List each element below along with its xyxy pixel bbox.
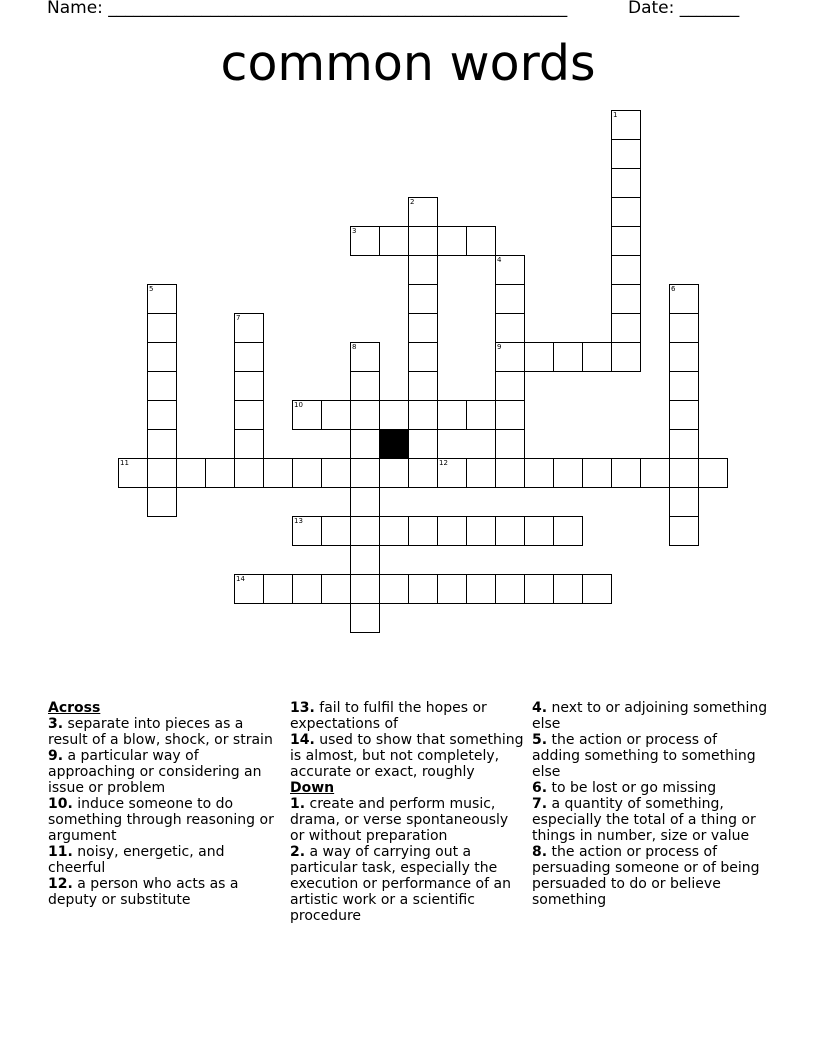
grid-cell[interactable] [611, 168, 641, 198]
grid-cell[interactable] [611, 255, 641, 285]
grid-cell[interactable] [321, 458, 351, 488]
grid-cell[interactable] [408, 400, 438, 430]
clue-item-text: a person who acts as a deputy or substitute [48, 876, 239, 908]
clue-number-3: 3 [352, 227, 357, 235]
clue-item-number: 4. [532, 700, 548, 716]
grid-cell[interactable] [408, 574, 438, 604]
grid-cell[interactable] [408, 313, 438, 343]
clue-item [532, 732, 768, 780]
clue-item-text: a way of carrying out a particular task, especially the execution or performance of an artistic work or a scientific procedure [290, 844, 511, 924]
grid-cell[interactable] [147, 313, 177, 343]
grid-cell[interactable] [176, 458, 206, 488]
black-cell [379, 429, 409, 459]
grid-cell[interactable] [408, 458, 438, 488]
clue-item-number: 14. [290, 732, 315, 748]
grid-cell[interactable] [350, 487, 380, 517]
grid-cell[interactable] [350, 603, 380, 633]
clue-item [48, 796, 284, 844]
clue-item-text: the action or process of persuading someone or of being persuaded to do or believe something [532, 844, 760, 908]
clue-number-10: 10 [294, 401, 303, 409]
grid-cell[interactable] [379, 516, 409, 546]
clue-number-4: 4 [497, 256, 502, 264]
clue-item-text: next to or adjoining something else [532, 700, 768, 732]
clue-item-number: 2. [290, 844, 306, 860]
date-field: Date: _______ [628, 0, 740, 18]
grid-cell[interactable] [524, 516, 554, 546]
grid-cell[interactable] [350, 574, 380, 604]
clue-item-number: 12. [48, 876, 73, 892]
grid-cell[interactable] [408, 429, 438, 459]
grid-cell[interactable] [495, 313, 525, 343]
grid-cell[interactable] [408, 284, 438, 314]
grid-cell[interactable] [147, 371, 177, 401]
clue-column-3 [532, 700, 768, 908]
clue-column-2 [290, 700, 526, 924]
grid-cell[interactable] [379, 226, 409, 256]
grid-cell[interactable] [611, 342, 641, 372]
clue-item-text: a quantity of something, especially the total of a thing or things in number, size or value [532, 796, 756, 844]
grid-cell[interactable] [524, 342, 554, 372]
grid-cell[interactable] [321, 574, 351, 604]
clue-item [48, 748, 284, 796]
clue-item-text: noisy, energetic, and cheerful [48, 844, 225, 876]
clue-item [290, 796, 526, 844]
clue-item-text: separate into pieces as a result of a blow, shock, or strain [48, 716, 273, 748]
down-heading: Down [290, 780, 335, 796]
grid-cell[interactable] [669, 342, 699, 372]
clue-item-number: 13. [290, 700, 315, 716]
grid-cell[interactable] [408, 342, 438, 372]
clue-item [290, 844, 526, 924]
grid-cell[interactable] [234, 371, 264, 401]
grid-cell[interactable] [147, 342, 177, 372]
grid-cell[interactable] [263, 574, 293, 604]
grid-cell[interactable] [524, 458, 554, 488]
grid-cell[interactable] [698, 458, 728, 488]
grid-cell[interactable] [350, 400, 380, 430]
grid-cell[interactable] [350, 516, 380, 546]
grid-cell[interactable] [669, 429, 699, 459]
grid-cell[interactable] [524, 574, 554, 604]
clue-item-text: create and perform music, drama, or verse spontaneously or without preparation [290, 796, 509, 844]
clue-item [290, 700, 526, 732]
clue-item-text: a particular way of approaching or considering an issue or problem [48, 748, 262, 796]
grid-cell[interactable] [147, 487, 177, 517]
grid-cell[interactable] [640, 458, 670, 488]
grid-cell[interactable] [495, 458, 525, 488]
grid-cell[interactable] [495, 429, 525, 459]
grid-cell[interactable] [147, 400, 177, 430]
grid-cell[interactable] [321, 400, 351, 430]
grid-cell[interactable] [669, 371, 699, 401]
grid-cell[interactable] [379, 574, 409, 604]
grid-cell[interactable] [263, 458, 293, 488]
grid-cell[interactable] [495, 371, 525, 401]
clue-item-text: to be lost or go missing [551, 780, 717, 796]
grid-cell[interactable] [379, 400, 409, 430]
clue-item-number: 5. [532, 732, 548, 748]
grid-cell[interactable] [582, 342, 612, 372]
grid-cell[interactable] [466, 574, 496, 604]
clue-item-text: fail to fulfil the hopes or expectations of [290, 700, 487, 732]
clue-number-11: 11 [120, 459, 129, 467]
grid-cell[interactable] [437, 226, 467, 256]
clue-item-number: 1. [290, 796, 306, 812]
grid-cell[interactable] [408, 255, 438, 285]
clue-number-12: 12 [439, 459, 448, 467]
grid-cell[interactable] [379, 458, 409, 488]
clue-item [532, 844, 768, 908]
clue-number-6: 6 [671, 285, 676, 293]
grid-cell[interactable] [350, 545, 380, 575]
grid-cell[interactable] [466, 226, 496, 256]
grid-cell[interactable] [321, 516, 351, 546]
clue-number-9: 9 [497, 343, 502, 351]
grid-cell[interactable] [466, 400, 496, 430]
clue-number-1: 1 [613, 111, 618, 119]
clue-item-number: 10. [48, 796, 73, 812]
clue-item [532, 796, 768, 844]
grid-cell[interactable] [350, 429, 380, 459]
grid-cell[interactable] [437, 400, 467, 430]
grid-cell[interactable] [582, 574, 612, 604]
across-heading: Across [48, 700, 101, 716]
grid-cell[interactable] [350, 458, 380, 488]
grid-cell[interactable] [611, 458, 641, 488]
grid-cell[interactable] [553, 458, 583, 488]
clue-number-7: 7 [236, 314, 241, 322]
grid-cell[interactable] [292, 458, 322, 488]
grid-cell[interactable] [466, 458, 496, 488]
grid-cell[interactable] [611, 284, 641, 314]
clue-item [532, 780, 768, 796]
clue-item-number: 9. [48, 748, 64, 764]
grid-cell[interactable] [437, 516, 467, 546]
grid-cell[interactable] [495, 400, 525, 430]
grid-cell[interactable] [495, 516, 525, 546]
name-field: Name: ______________________________________________________ [47, 0, 568, 18]
page-title: common words [220, 35, 596, 92]
grid-cell[interactable] [437, 574, 467, 604]
grid-cell[interactable] [553, 574, 583, 604]
clue-item-number: 3. [48, 716, 64, 732]
clue-item-text: induce someone to do something through reasoning or argument [48, 796, 274, 844]
grid-cell[interactable] [205, 458, 235, 488]
grid-cell[interactable] [350, 371, 380, 401]
clue-item-text: used to show that something is almost, but not completely, accurate or exact, roughly [290, 732, 524, 780]
grid-cell[interactable] [669, 516, 699, 546]
grid-cell[interactable] [669, 313, 699, 343]
grid-cell[interactable] [234, 400, 264, 430]
clue-item [532, 700, 768, 732]
grid-cell[interactable] [147, 429, 177, 459]
clue-item [48, 844, 284, 876]
grid-cell[interactable] [553, 516, 583, 546]
grid-cell[interactable] [495, 284, 525, 314]
grid-cell[interactable] [234, 429, 264, 459]
clue-column-1 [48, 700, 284, 908]
grid-cell[interactable] [611, 139, 641, 169]
grid-cell[interactable] [234, 458, 264, 488]
clue-number-14: 14 [236, 575, 245, 583]
clue-item-number: 8. [532, 844, 548, 860]
grid-cell[interactable] [408, 226, 438, 256]
grid-cell[interactable] [611, 197, 641, 227]
clue-item-number: 11. [48, 844, 73, 860]
grid-cell[interactable] [408, 371, 438, 401]
grid-cell[interactable] [611, 313, 641, 343]
grid-cell[interactable] [147, 458, 177, 488]
clue-item [48, 716, 284, 748]
grid-cell[interactable] [582, 458, 612, 488]
grid-cell[interactable] [495, 574, 525, 604]
clue-item-text: the action or process of adding something to something else [532, 732, 756, 780]
clue-item [48, 876, 284, 908]
grid-cell[interactable] [669, 400, 699, 430]
clue-item [290, 732, 526, 780]
clue-number-13: 13 [294, 517, 303, 525]
grid-cell[interactable] [292, 574, 322, 604]
clue-number-5: 5 [149, 285, 154, 293]
clue-item-number: 7. [532, 796, 548, 812]
grid-cell[interactable] [234, 342, 264, 372]
grid-cell[interactable] [669, 458, 699, 488]
grid-cell[interactable] [553, 342, 583, 372]
grid-cell[interactable] [611, 226, 641, 256]
clue-number-2: 2 [410, 198, 415, 206]
clue-item-number: 6. [532, 780, 548, 796]
grid-cell[interactable] [408, 516, 438, 546]
grid-cell[interactable] [669, 487, 699, 517]
clue-number-8: 8 [352, 343, 357, 351]
grid-cell[interactable] [466, 516, 496, 546]
